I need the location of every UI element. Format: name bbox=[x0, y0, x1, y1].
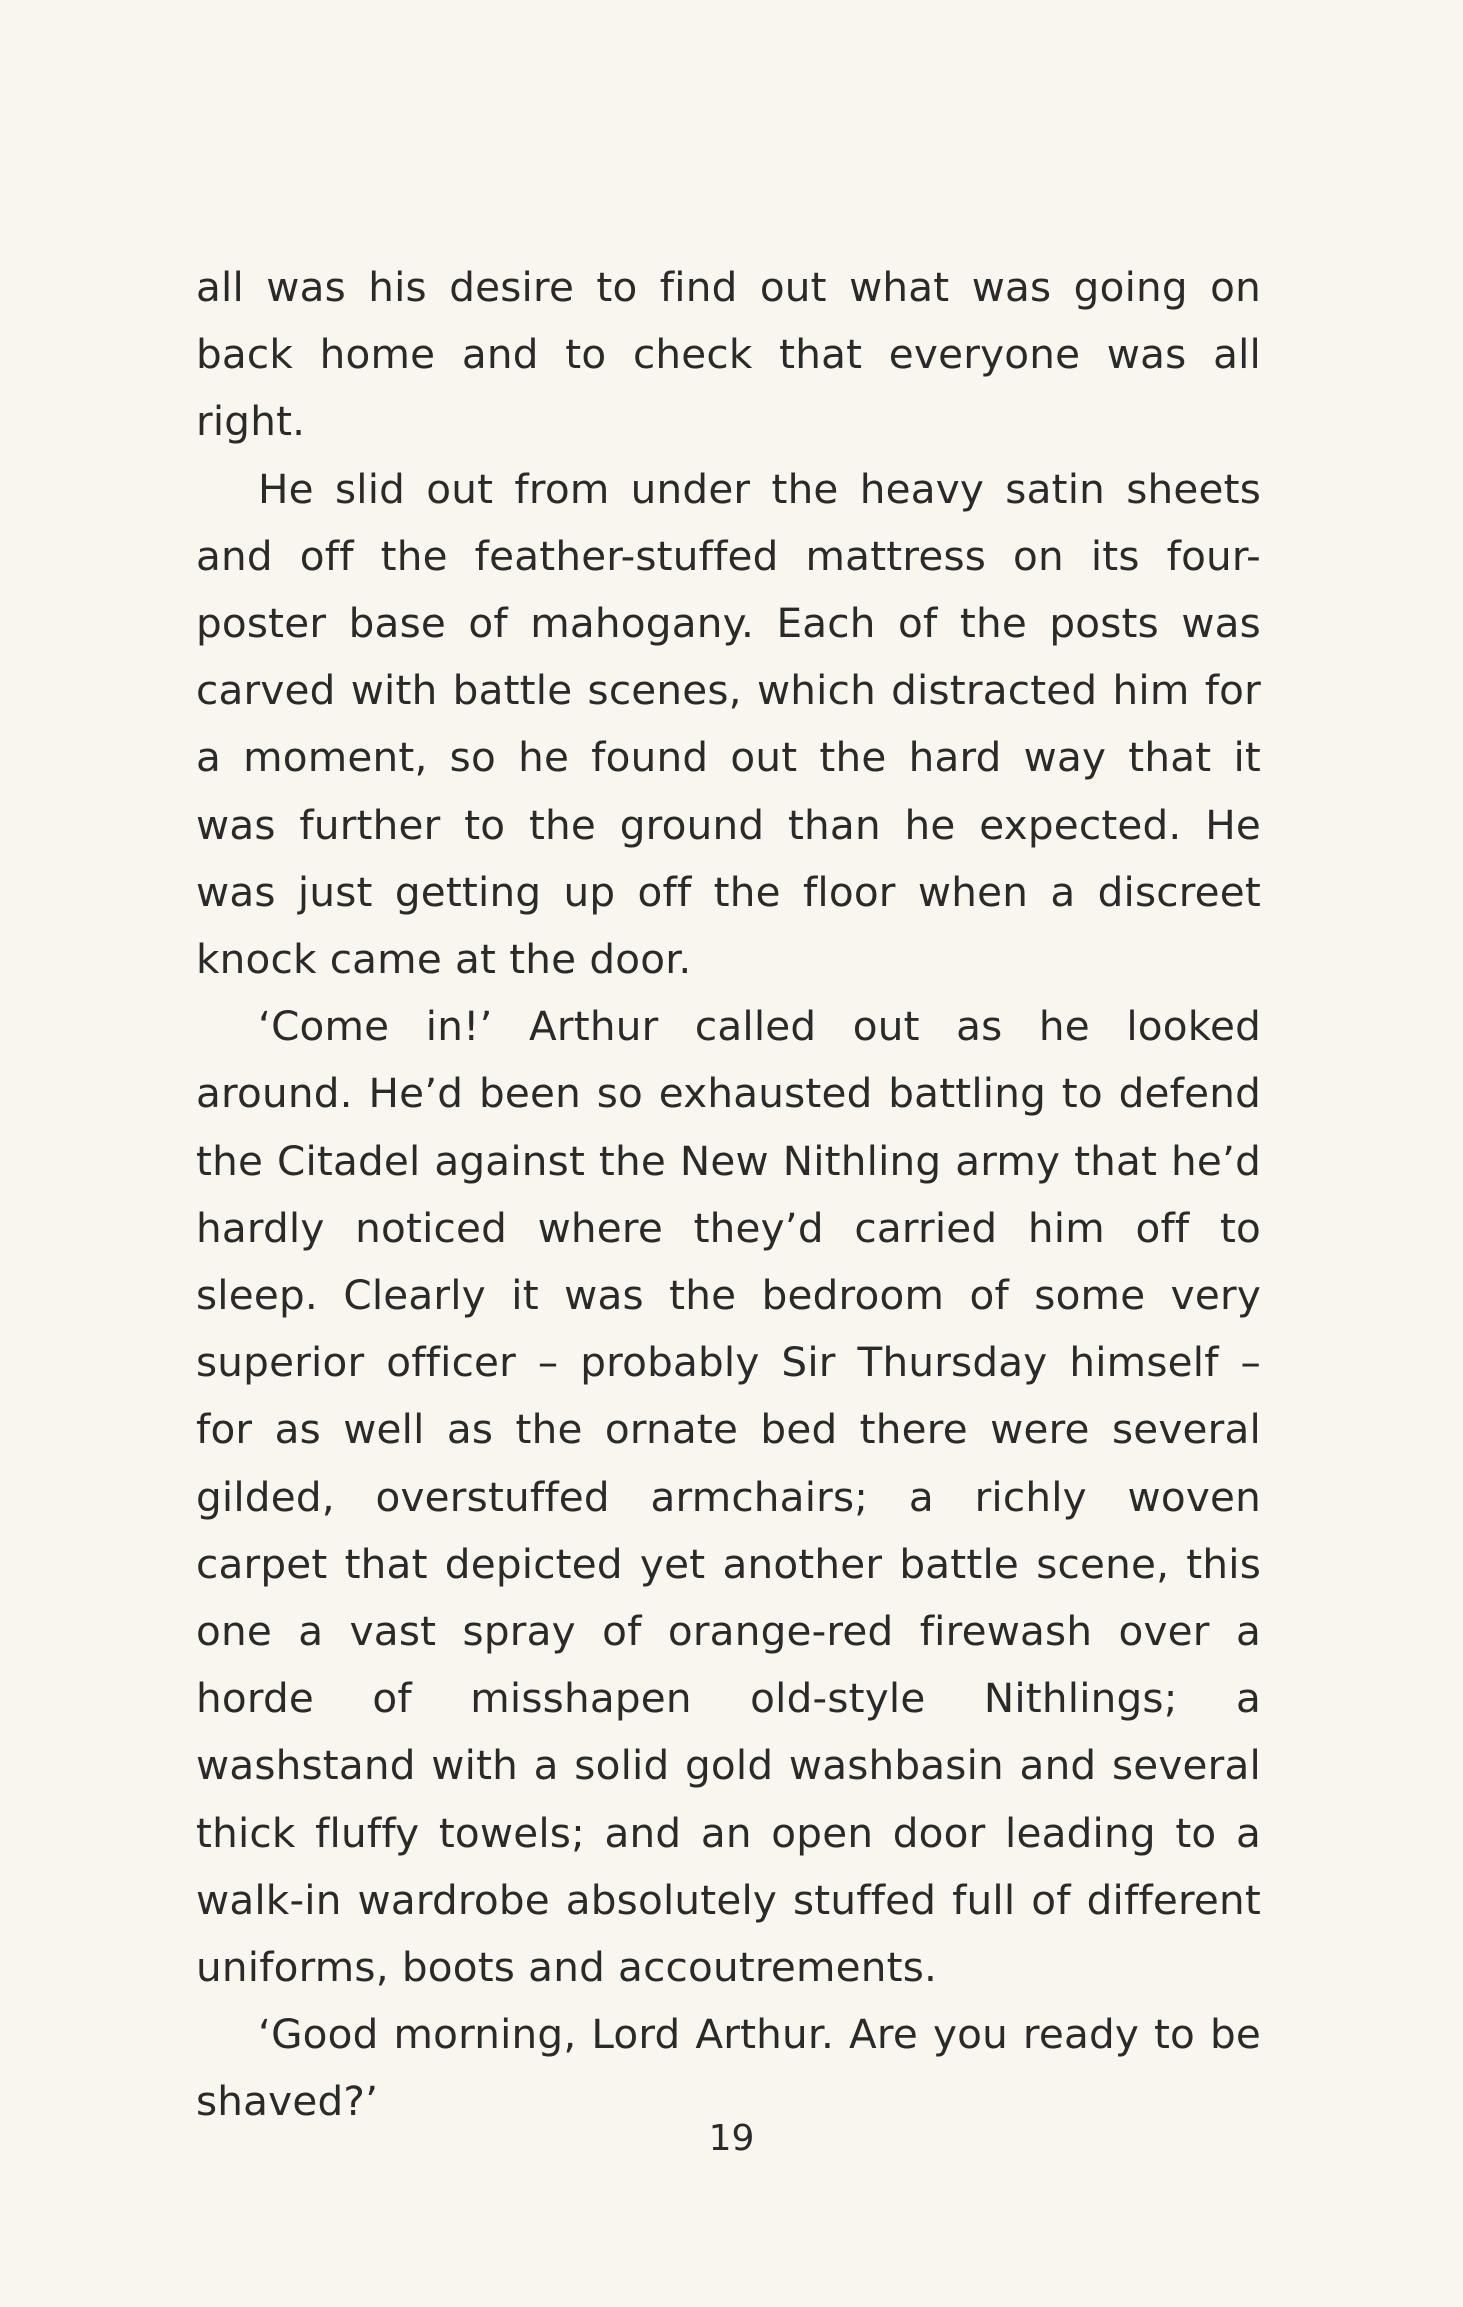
paragraph: ‘Good morning, Lord Arthur. Are you ready to be shaved?’ bbox=[196, 2010, 1261, 2126]
paragraph: He slid out from under the heavy satin sheets and off the feather-stuffed mattress on its four-poster base of mahogany. Each of the posts was carved with battle scenes, which distracted him for a moment, so he found out the hard way that it was further to the ground than he expected. He was just getting up off the floor when a discreet knock came at the door. bbox=[196, 464, 1261, 984]
paragraph: ‘Come in!’ Arthur called out as he looked around. He’d been so exhausted battling to defend the Citadel against the New Nithling army that he’d hardly noticed where they’d carried him off to sleep. Clearly it was the bedroom of some very superior officer – probably Sir Thursday himself – for as well as the ornate bed there were several gilded, overstuffed armchairs; a richly woven carpet that depicted yet another battle scene, this one a vast spray of orange-red firewash over a horde of misshapen old-style Nithlings; a washstand with a solid gold washbasin and several thick fluffy towels; and an open door leading to a walk-in wardrobe absolutely stuffed full of different uniforms, boots and accoutrements. bbox=[196, 1002, 1261, 1992]
page-number: 19 bbox=[708, 2118, 755, 2159]
paragraph-continuation: all was his desire to find out what was going on back home and to check that everyone was all right. bbox=[196, 263, 1261, 446]
body-text bbox=[196, 254, 1261, 2136]
